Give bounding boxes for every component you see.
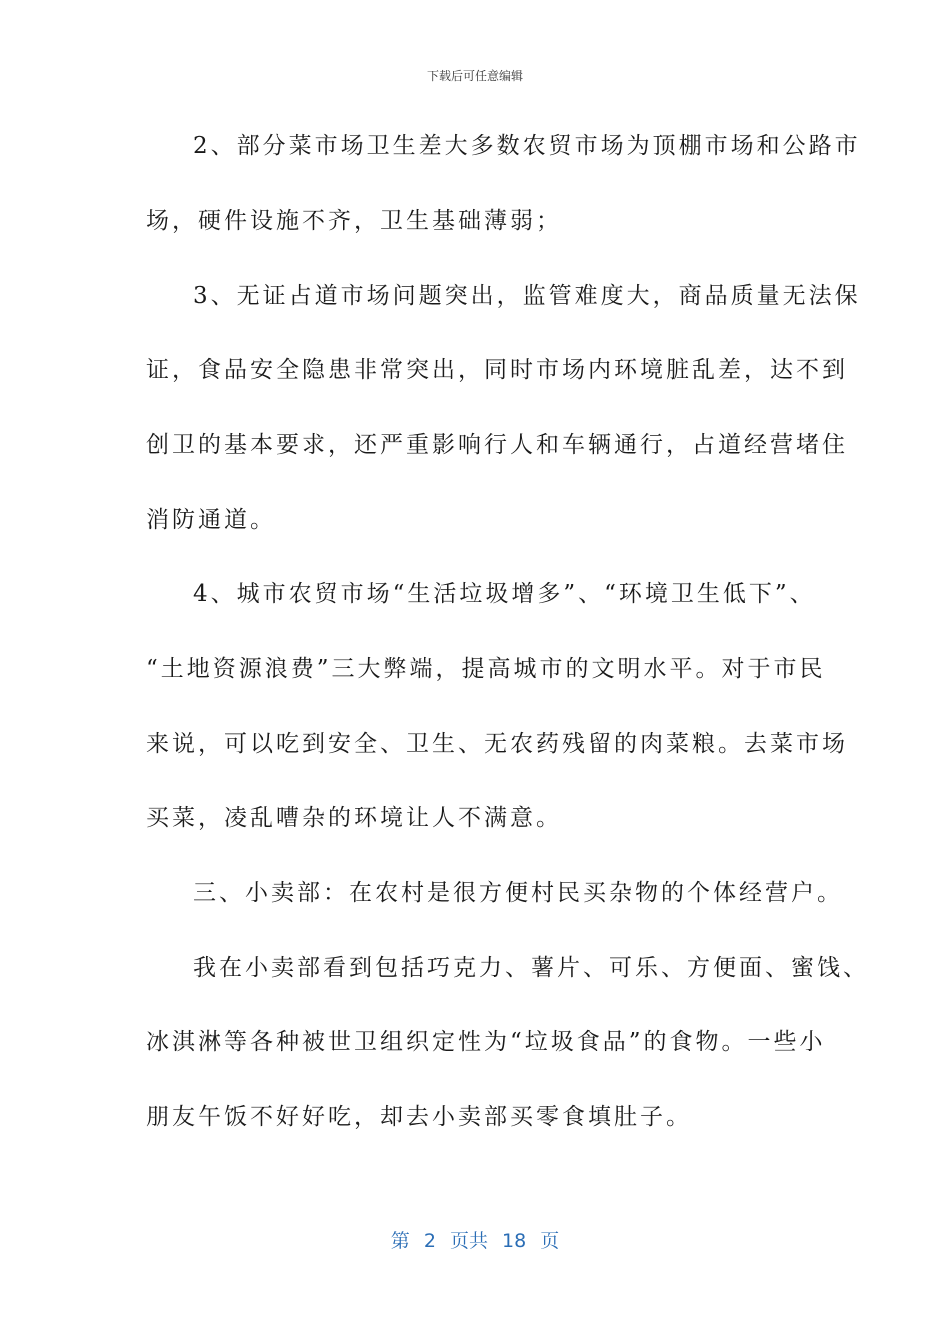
paragraph-line: “土地资源浪费”三大弊端，提高城市的文明水平。对于市民 xyxy=(146,656,826,682)
paragraph-line: 证，食品安全隐患非常突出，同时市场内环境脏乱差，达不到 xyxy=(146,357,848,383)
paragraph-line: 创卫的基本要求，还严重影响行人和车辆通行，占道经营堵住 xyxy=(146,432,848,458)
section-heading: 三、小卖部：在农村是很方便村民买杂物的个体经营户。 xyxy=(193,880,843,906)
paragraph-line: 冰淇淋等各种被世卫组织定性为“垃圾食品”的食物。一些小 xyxy=(146,1029,826,1055)
paragraph-line: 来说，可以吃到安全、卫生、无农药残留的肉菜粮。去菜市场 xyxy=(146,731,848,757)
paragraph-line: 场，硬件设施不齐，卫生基础薄弱； xyxy=(146,208,562,234)
paragraph-line: 3、无证占道市场问题突出，监管难度大，商品质量无法保 xyxy=(193,283,861,309)
paragraph-line: 2、部分菜市场卫生差大多数农贸市场为顶棚市场和公路市 xyxy=(193,133,861,159)
paragraph-line: 4、城市农贸市场“生活垃圾增多”、“环境卫生低下”、 xyxy=(193,581,816,607)
page-header: 下载后可任意编辑 xyxy=(426,69,523,83)
paragraph-line: 买菜，凌乱嘈杂的环境让人不满意。 xyxy=(146,805,562,831)
page-number-footer: 第 2 页共 18 页 xyxy=(390,1230,560,1252)
paragraph-line: 消防通道。 xyxy=(146,507,276,533)
paragraph-line: 朋友午饭不好好吃，却去小卖部买零食填肚子。 xyxy=(146,1104,692,1130)
paragraph-line: 我在小卖部看到包括巧克力、薯片、可乐、方便面、蜜饯、 xyxy=(193,955,869,981)
